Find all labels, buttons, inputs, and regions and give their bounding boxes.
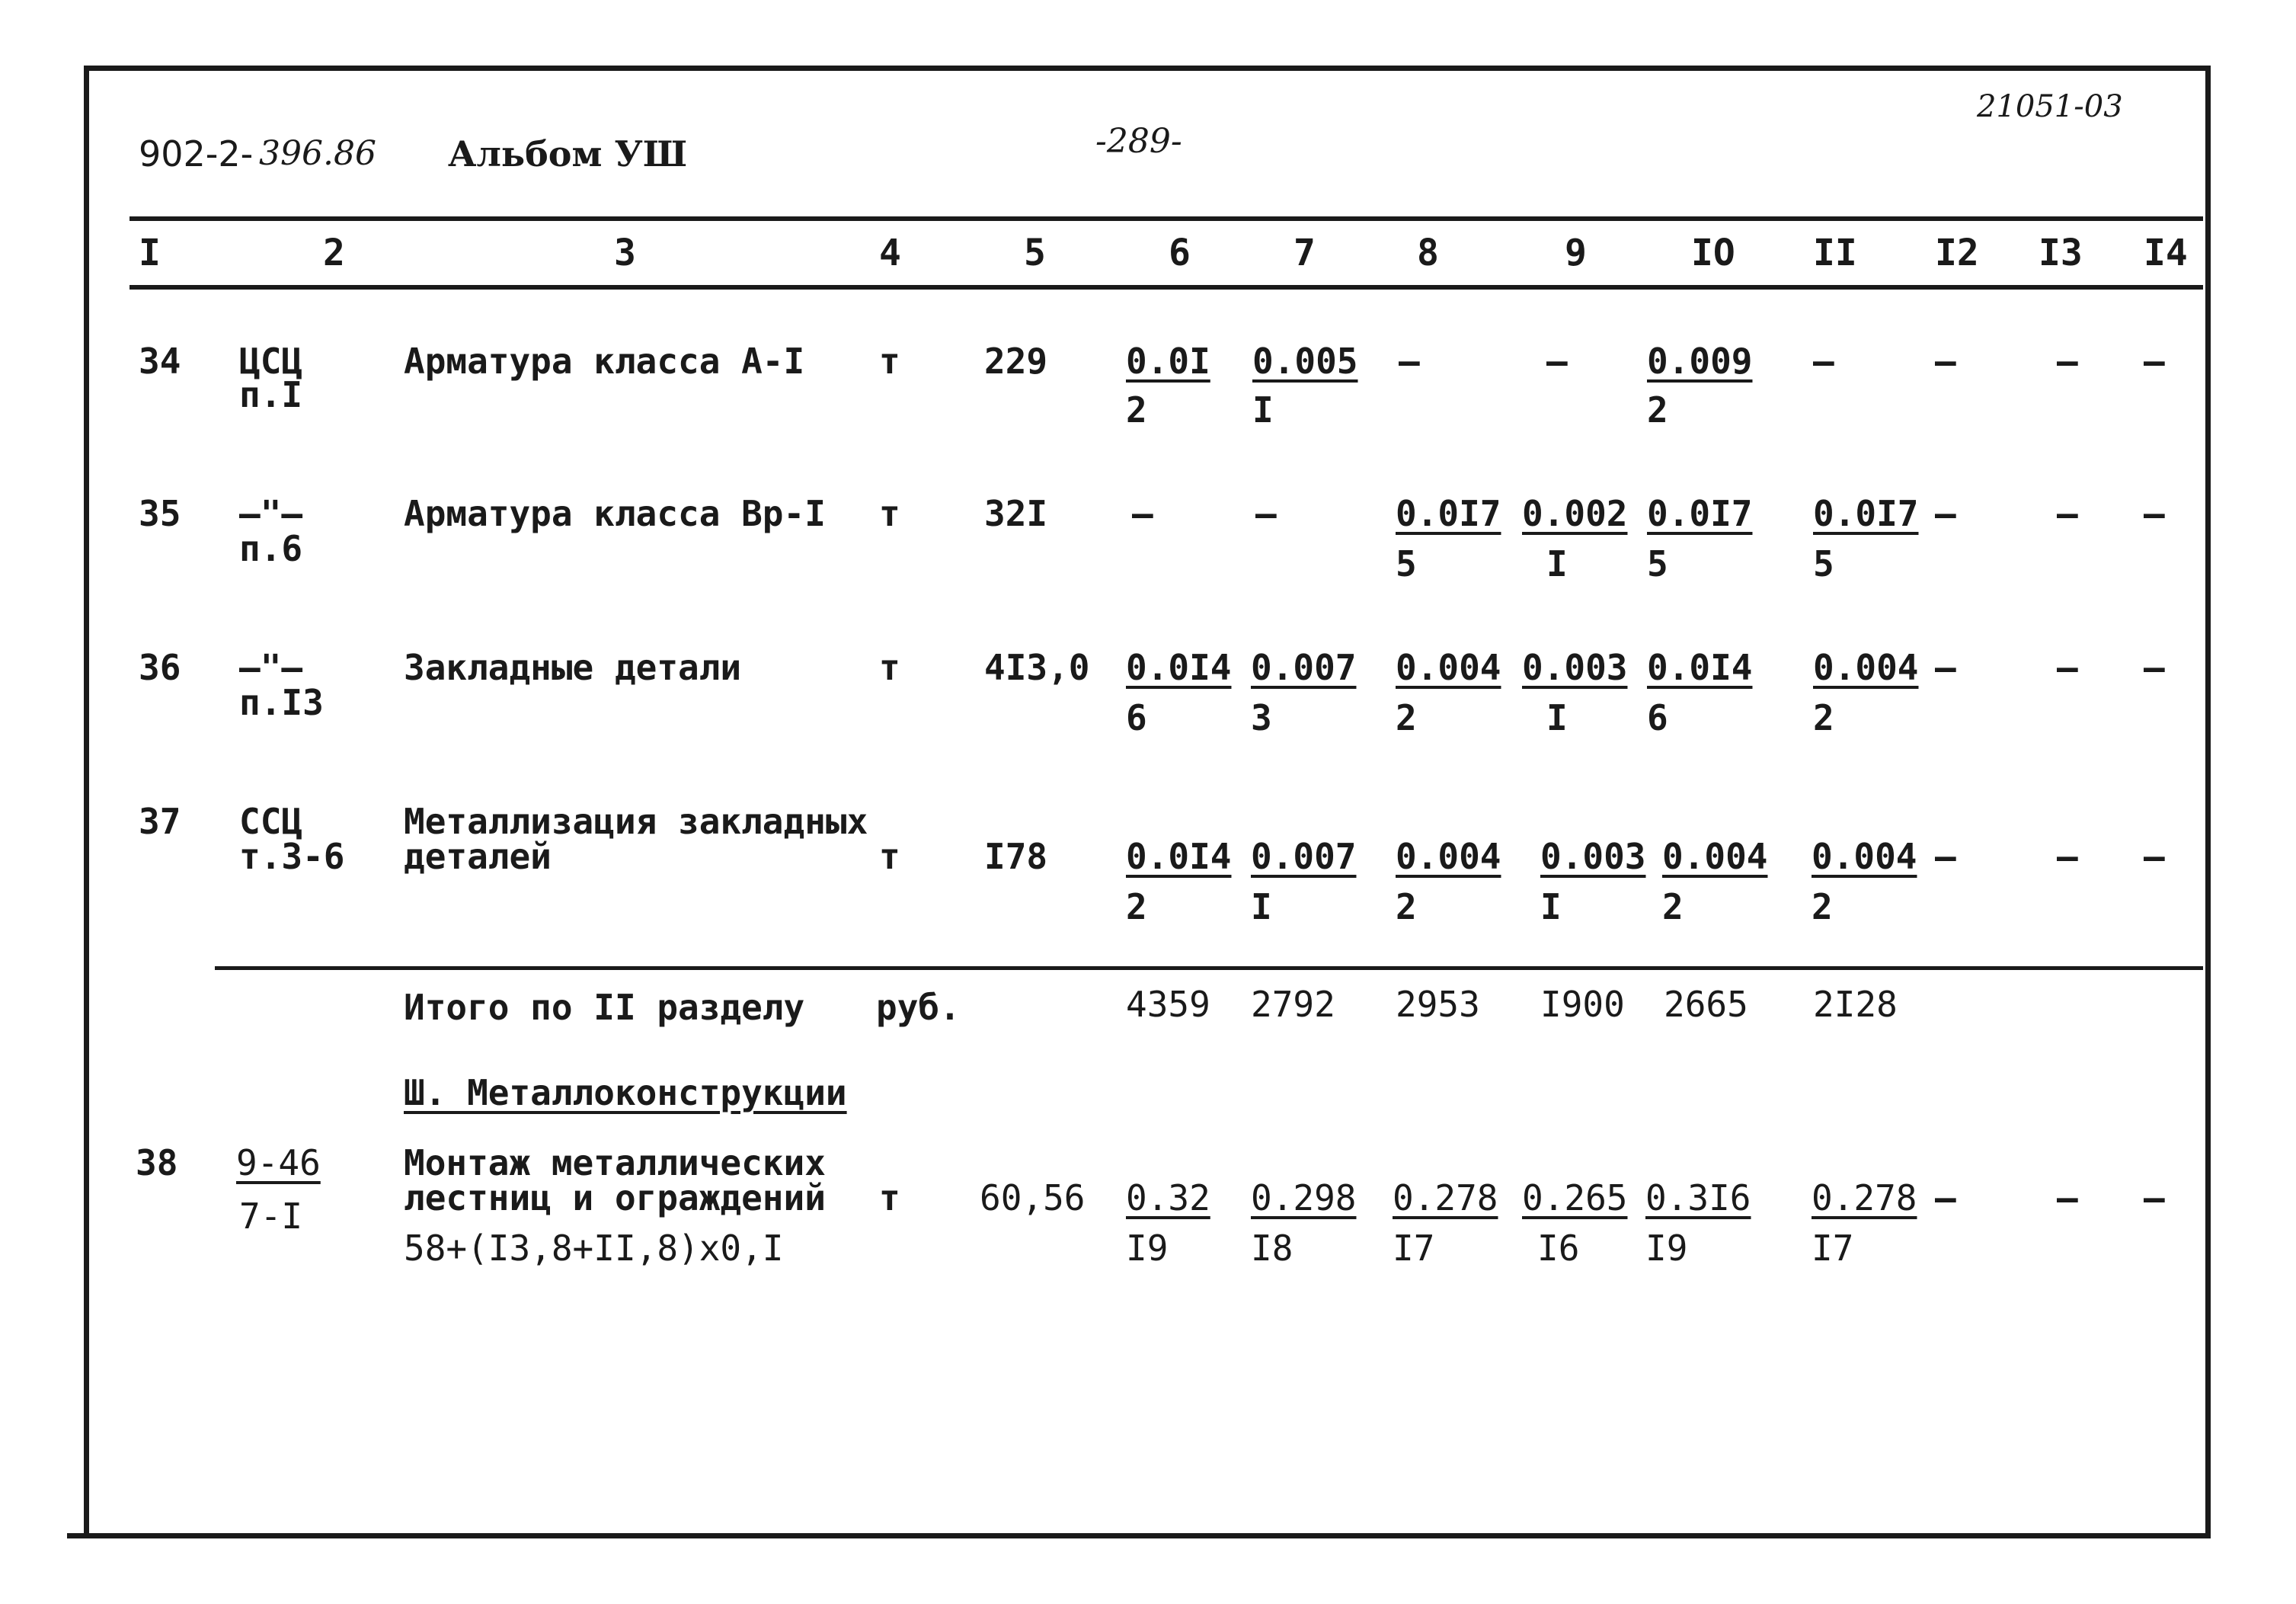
header-rule-bottom xyxy=(130,285,2203,290)
col-header-7: 7 xyxy=(1293,232,1316,274)
cell-10-top: 0.009 xyxy=(1647,341,1753,382)
cell-13: – xyxy=(2057,647,2078,688)
cell-8-top: 0.278 xyxy=(1393,1177,1498,1218)
total-cell-6: 4359 xyxy=(1126,984,1210,1025)
cell-12: – xyxy=(1935,341,1956,382)
row-unit: т xyxy=(879,341,900,382)
cell-9-bottom: I6 xyxy=(1537,1228,1580,1269)
col-header-5: 5 xyxy=(1024,232,1046,274)
cell-8-top: 0.004 xyxy=(1396,647,1501,688)
row-ref: 9-46 xyxy=(236,1142,321,1183)
total-cell-7: 2792 xyxy=(1251,984,1335,1025)
cell-6-top: 0.0I xyxy=(1126,341,1210,382)
cell-8-top: 0.0I7 xyxy=(1396,493,1501,534)
cell-8-bottom: I7 xyxy=(1393,1228,1435,1269)
cell-6-bottom: 2 xyxy=(1126,389,1147,431)
cell-8-bottom: 2 xyxy=(1396,697,1417,738)
cell-11-top: 0.278 xyxy=(1812,1177,1917,1218)
row-name-line3: 58+(I3,8+II,8)х0,I xyxy=(404,1228,784,1269)
row-ref-sub: п.I3 xyxy=(239,682,324,723)
cell-13: – xyxy=(2057,341,2078,382)
cell-14: – xyxy=(2144,493,2165,534)
cell-7-top: 0.007 xyxy=(1251,836,1357,877)
cell-8-top: 0.004 xyxy=(1396,836,1501,877)
col-header-12: I2 xyxy=(1935,232,1979,274)
row-number: 35 xyxy=(139,493,181,534)
row-name-line2: лестниц и ограждений xyxy=(404,1177,826,1218)
col-header-3: 3 xyxy=(614,232,636,274)
cell-10-bottom: 6 xyxy=(1647,697,1668,738)
row-ref: ССЦ xyxy=(239,801,303,842)
stamp-number: 21051-03 xyxy=(1977,89,2123,124)
row-unit: т xyxy=(879,647,900,688)
cell-14: – xyxy=(2144,647,2165,688)
cell-12: – xyxy=(1935,647,1956,688)
cell-10-top: 0.004 xyxy=(1662,836,1768,877)
cell-9-bottom: I xyxy=(1540,886,1562,927)
col-header-2: 2 xyxy=(323,232,345,274)
row-ref-sub: т.3-6 xyxy=(239,836,345,877)
row-name: Монтаж металлических xyxy=(404,1142,826,1183)
row-ref: ЦСЦ xyxy=(239,341,303,382)
cell-11-bottom: 5 xyxy=(1813,543,1834,584)
cell-7-top: – xyxy=(1255,493,1277,534)
section-title: Ш. Металлоконструкции xyxy=(404,1072,847,1113)
cell-7-bottom: I8 xyxy=(1251,1228,1293,1269)
col-header-8: 8 xyxy=(1417,232,1439,274)
cell-11-top: 0.004 xyxy=(1812,836,1917,877)
cell-14: – xyxy=(2144,1177,2165,1218)
frame-left xyxy=(84,66,89,1538)
cell-11-top: – xyxy=(1813,341,1834,382)
cell-10-top: 0.3I6 xyxy=(1645,1177,1751,1218)
cell-7-top: 0.007 xyxy=(1251,647,1357,688)
row-name: Арматура класса А-I xyxy=(404,341,805,382)
row-ref-sub: п.I xyxy=(239,374,303,415)
cell-14: – xyxy=(2144,836,2165,877)
total-rule xyxy=(215,966,2203,970)
cell-9-top: 0.265 xyxy=(1522,1177,1628,1218)
col-header-9: 9 xyxy=(1565,232,1587,274)
row-ref: –"– xyxy=(239,493,303,534)
cell-6-bottom: I9 xyxy=(1126,1228,1169,1269)
col-header-14: I4 xyxy=(2144,232,2188,274)
cell-7-bottom: I xyxy=(1251,886,1272,927)
row-number: 36 xyxy=(139,647,181,688)
cell-9-top: 0.003 xyxy=(1540,836,1646,877)
cell-10-bottom: 2 xyxy=(1647,389,1668,431)
frame-right xyxy=(2205,66,2211,1538)
row-unit: т xyxy=(879,1177,900,1218)
cell-7-bottom: 3 xyxy=(1251,697,1272,738)
cell-6-top: 0.0I4 xyxy=(1126,647,1232,688)
total-cell-11: 2I28 xyxy=(1813,984,1898,1025)
cell-9-top: – xyxy=(1546,341,1568,382)
col-header-10: IO xyxy=(1691,232,1735,274)
cell-12: – xyxy=(1935,493,1956,534)
col-header-6: 6 xyxy=(1169,232,1191,274)
cell-6-bottom: 2 xyxy=(1126,886,1147,927)
row-unit: т xyxy=(879,493,900,534)
row-qty: I78 xyxy=(984,836,1048,877)
row-name: Арматура класса Вр-I xyxy=(404,493,826,534)
cell-6-top: 0.0I4 xyxy=(1126,836,1232,877)
col-header-11: II xyxy=(1813,232,1857,274)
row-ref-sub: 7-I xyxy=(239,1196,303,1237)
row-ref: –"– xyxy=(239,647,303,688)
cell-6-top: 0.32 xyxy=(1126,1177,1210,1218)
col-header-13: I3 xyxy=(2039,232,2083,274)
row-qty: 32I xyxy=(984,493,1048,534)
total-cell-8: 2953 xyxy=(1396,984,1480,1025)
total-unit: руб. xyxy=(876,987,961,1028)
cell-6-bottom: 6 xyxy=(1126,697,1147,738)
cell-8-bottom: 5 xyxy=(1396,543,1417,584)
cell-9-top: 0.002 xyxy=(1522,493,1628,534)
cell-13: – xyxy=(2057,493,2078,534)
cell-7-top: 0.005 xyxy=(1252,341,1358,382)
row-unit: т xyxy=(879,836,900,877)
row-name: Металлизация закладных xyxy=(404,801,868,842)
frame-bottom xyxy=(67,1533,2211,1538)
row-number: 34 xyxy=(139,341,181,382)
row-name-line2: деталей xyxy=(404,836,552,877)
cell-11-top: 0.004 xyxy=(1813,647,1919,688)
frame-top xyxy=(85,66,2211,71)
album-title: Альбом УШ xyxy=(448,133,688,174)
doc-code: 902-2- xyxy=(139,133,254,174)
cell-12: – xyxy=(1935,836,1956,877)
total-label: Итого по II разделу xyxy=(404,987,805,1028)
cell-9-top: 0.003 xyxy=(1522,647,1628,688)
cell-10-bottom: 2 xyxy=(1662,886,1684,927)
cell-7-bottom: I xyxy=(1252,389,1274,431)
total-cell-9: I900 xyxy=(1540,984,1625,1025)
cell-11-bottom: 2 xyxy=(1812,886,1833,927)
cell-10-top: 0.0I4 xyxy=(1647,647,1753,688)
doc-code-handwritten: 396.86 xyxy=(259,134,376,173)
cell-13: – xyxy=(2057,836,2078,877)
row-qty: 60,56 xyxy=(980,1177,1086,1218)
cell-14: – xyxy=(2144,341,2165,382)
cell-6-top: – xyxy=(1132,493,1153,534)
header-rule-top xyxy=(130,216,2203,221)
cell-9-bottom: I xyxy=(1546,543,1568,584)
cell-10-top: 0.0I7 xyxy=(1647,493,1753,534)
cell-10-bottom: I9 xyxy=(1645,1228,1688,1269)
cell-11-top: 0.0I7 xyxy=(1813,493,1919,534)
row-ref-sub: п.6 xyxy=(239,528,303,569)
cell-9-bottom: I xyxy=(1546,697,1568,738)
cell-8-top: – xyxy=(1399,341,1420,382)
cell-8-bottom: 2 xyxy=(1396,886,1417,927)
cell-11-bottom: I7 xyxy=(1812,1228,1854,1269)
total-cell-10: 2665 xyxy=(1664,984,1748,1025)
row-qty: 4I3,0 xyxy=(984,647,1090,688)
row-qty: 229 xyxy=(984,341,1048,382)
cell-7-top: 0.298 xyxy=(1251,1177,1357,1218)
cell-11-bottom: 2 xyxy=(1813,697,1834,738)
row-number: 37 xyxy=(139,801,181,842)
cell-13: – xyxy=(2057,1177,2078,1218)
page-number: -289- xyxy=(1095,122,1182,161)
row-number: 38 xyxy=(136,1142,178,1183)
cell-10-bottom: 5 xyxy=(1647,543,1668,584)
col-header-4: 4 xyxy=(879,232,901,274)
cell-12: – xyxy=(1935,1177,1956,1218)
row-name: Закладные детали xyxy=(404,647,742,688)
col-header-1: I xyxy=(139,232,161,274)
